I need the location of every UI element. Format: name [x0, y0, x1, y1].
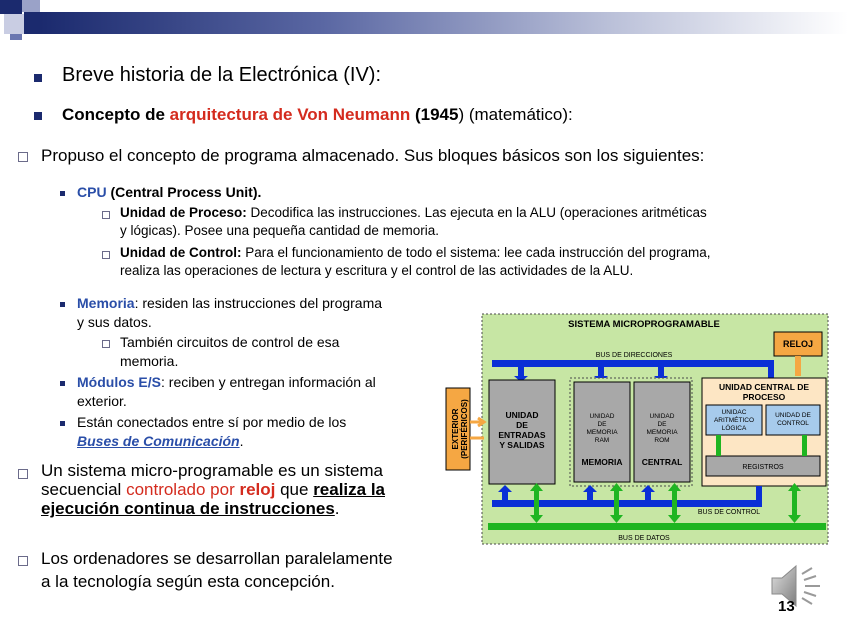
rom-text: UNIDAD [649, 413, 675, 420]
cpu-desc: (Central Process Unit). [106, 184, 262, 200]
internal-link [802, 435, 807, 456]
ram-text: UNIDAD [589, 413, 615, 420]
architecture-diagram [444, 310, 836, 548]
data-link [614, 488, 619, 518]
subtitle-post: ) (matemático): [458, 105, 573, 124]
hollow-bullet [18, 556, 28, 566]
memoria-label: Memoria [77, 295, 135, 311]
subtitle-highlight: arquitectura de Von Neumann [169, 105, 411, 124]
rom-text: MEMORIA [646, 429, 678, 436]
memoria-sub2: memoria. [120, 353, 179, 369]
small-bullet [60, 381, 65, 386]
hollow-bullet [102, 251, 110, 259]
bus-link [768, 360, 774, 378]
ordenadores-line2: a la tecnología según esta concepción. [41, 572, 335, 591]
subtitle-paren: ( [410, 105, 421, 124]
data-link [534, 488, 539, 518]
page-number: 13 [778, 598, 795, 615]
data-link [672, 488, 677, 518]
registros-label: REGISTROS [742, 464, 784, 471]
subtitle-bullet [34, 112, 42, 120]
subtitle-year: 1945 [420, 105, 459, 124]
modulos-label: Módulos E/S [77, 374, 161, 390]
bus-direcciones [492, 360, 774, 367]
es-text: DE [516, 420, 528, 430]
modulos-text: : reciben y entregan información al [161, 374, 376, 390]
control-text: Para el funcionamiento de todo el sistema: lee cada instrucción del programa, [241, 245, 711, 260]
header-square [0, 0, 22, 14]
ucp-title: UNIDAD CENTRAL DE [718, 382, 810, 392]
sistema-under: realiza la [313, 480, 386, 499]
ram-text: MEMORIA [586, 429, 618, 436]
sistema-end: . [334, 499, 340, 518]
header-bar [0, 0, 848, 40]
es-text: UNIDAD [505, 410, 539, 420]
rom-text: ROM [654, 437, 670, 444]
ucp-title: PROCESO [742, 392, 786, 402]
bus-control-label: BUS DE CONTROL [697, 509, 761, 516]
sistema-que: que [275, 480, 314, 499]
buses-line2 [77, 432, 243, 451]
bus-datos-label: BUS DE DATOS [618, 535, 670, 542]
sistema-reloj: reloj [239, 480, 276, 499]
buses-end: . [239, 433, 244, 449]
sistema-line1: Un sistema micro-programable es un sistema [41, 461, 384, 480]
central-label: CENTRAL [641, 457, 683, 467]
control-line2: realiza las operaciones de lectura y escritura y el control de las actividades de la ALU. [120, 263, 634, 278]
slide-title: Breve historia de la Electrónica (IV): [62, 64, 382, 86]
reloj-connector [795, 356, 801, 376]
sistema-red: controlado por [126, 480, 240, 499]
memoria-label: MEMORIA [581, 457, 623, 467]
bus-link [756, 486, 762, 507]
cpu-label: CPU [77, 184, 107, 200]
proceso-line2: y lógicas). Posee una pequeña cantidad de memoria. [120, 223, 439, 238]
data-link [792, 488, 797, 518]
sistema-line2 [41, 481, 385, 499]
exterior-label-2: (PERIFÉRICOS) [460, 399, 469, 459]
proceso-text: Decodifica las instrucciones. Las ejecuta en la ALU (operaciones aritméticas [246, 205, 707, 220]
ram-text: DE [597, 421, 607, 428]
memoria-line1 [77, 294, 382, 313]
proceso-line1 [120, 204, 707, 222]
header-square [22, 0, 40, 12]
memoria-sub1: También circuitos de control de esa [120, 334, 340, 350]
uc-text: UNIDAD DE [775, 412, 811, 419]
es-text: Y SALIDAS [499, 440, 545, 450]
slide-subtitle [62, 105, 573, 125]
rom-text: DE [657, 421, 667, 428]
es-text: ENTRADAS [498, 430, 546, 440]
ram-text: RAM [594, 437, 610, 444]
exterior-label: EXTERIOR [451, 408, 460, 450]
bus-direcciones-label: BUS DE DIRECCIONES [595, 352, 673, 359]
small-bullet [60, 191, 65, 196]
internal-link [716, 435, 721, 456]
exterior-arrow [470, 418, 484, 426]
modulos-line2: exterior. [77, 393, 127, 409]
sistema-line3 [41, 500, 340, 518]
control-label: Unidad de Control: [120, 245, 242, 260]
cpu-line [77, 183, 261, 202]
reloj-label: RELOJ [782, 339, 814, 349]
sistema-pre: secuencial [41, 480, 127, 499]
header-gradient [40, 12, 848, 34]
alu-text: LÓGICA [721, 425, 747, 432]
buses-link[interactable]: Buses de Comunicación [77, 433, 240, 449]
uc-text: CONTROL [777, 420, 809, 427]
small-bullet [60, 302, 65, 307]
hollow-bullet [18, 152, 28, 162]
intro-text: Propuso el concepto de programa almacenado. Sus bloques básicos son los siguientes: [41, 146, 705, 165]
buses-line1: Están conectados entre sí por medio de los [77, 414, 347, 430]
sistema-line3-bold: ejecución continua de instrucciones [41, 499, 335, 518]
bus-control [492, 500, 762, 507]
alu-text: UNIDAC [721, 409, 747, 416]
header-square [4, 14, 24, 34]
memoria-line2: y sus datos. [77, 314, 152, 330]
alu-text: ARITMÉTICO [713, 417, 755, 424]
subtitle-pre: Concepto de [62, 105, 170, 124]
speaker-icon[interactable] [768, 562, 828, 610]
control-line1 [120, 244, 711, 262]
hollow-bullet [18, 469, 28, 479]
proceso-label: Unidad de Proceso: [120, 205, 247, 220]
ordenadores-line1: Los ordenadores se desarrollan paralelamente [41, 549, 393, 568]
memoria-text: : residen las instrucciones del programa [134, 295, 383, 311]
title-bullet [34, 74, 42, 82]
modulos-line1 [77, 373, 376, 392]
header-square [24, 12, 40, 34]
small-bullet [60, 421, 65, 426]
hollow-bullet [102, 340, 110, 348]
hollow-bullet [102, 211, 110, 219]
diagram-title: SISTEMA MICROPROGRAMABLE [568, 319, 720, 330]
bus-datos [488, 523, 826, 530]
header-square [10, 34, 22, 40]
